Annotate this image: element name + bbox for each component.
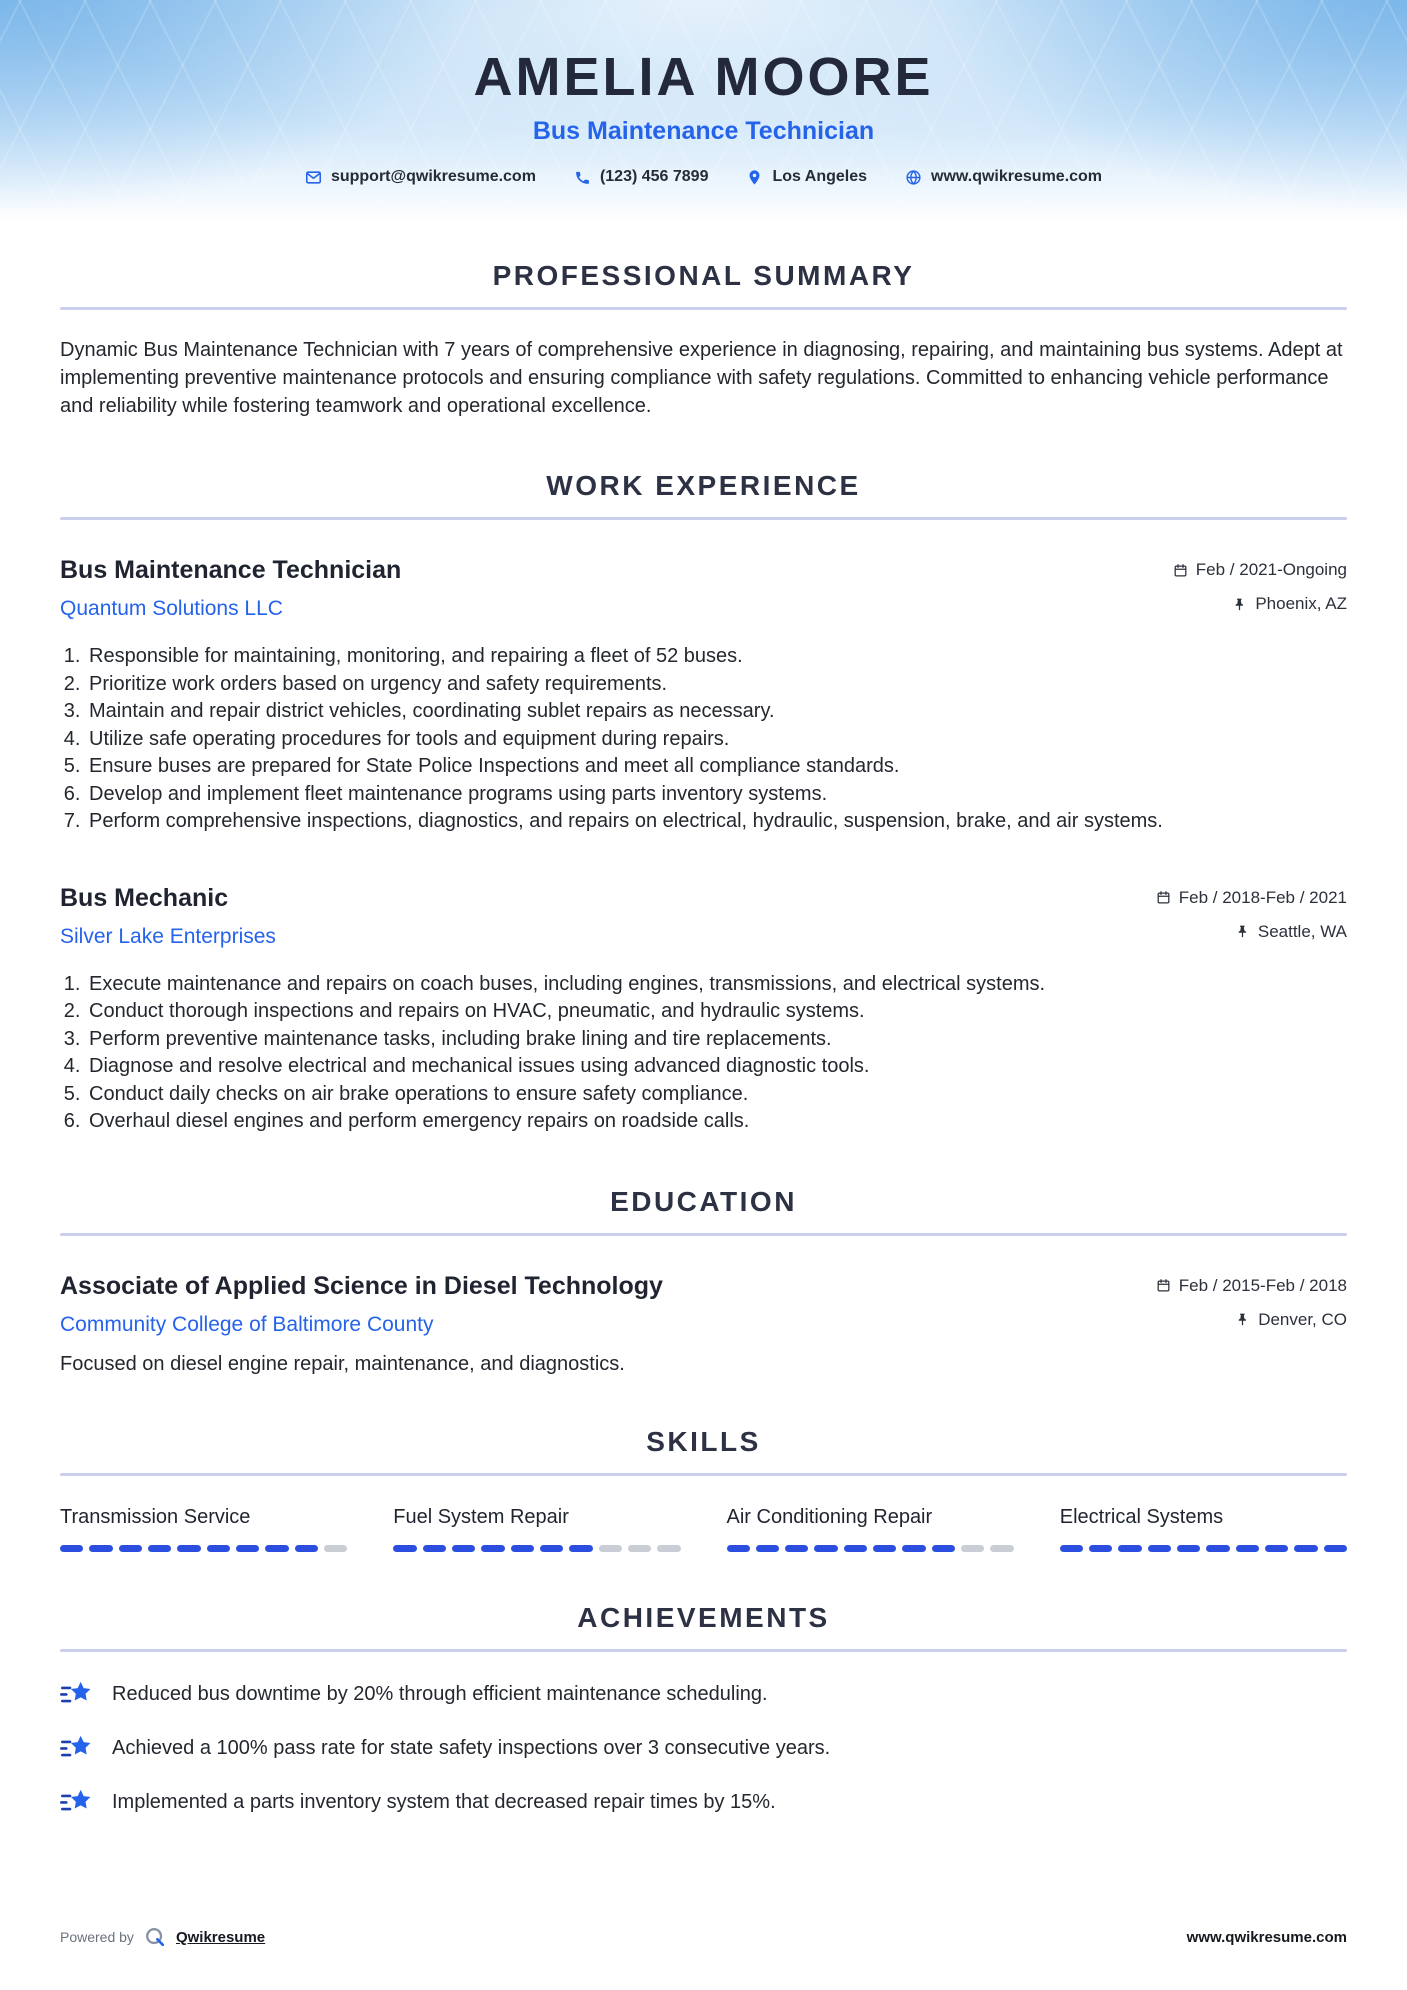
skill-dash-filled — [1118, 1545, 1141, 1552]
education-dates — [1156, 1276, 1347, 1296]
section-work-experience — [60, 470, 1347, 1136]
section-skills — [60, 1426, 1347, 1552]
candidate-title: Bus Maintenance Technician — [532, 117, 875, 145]
job-duty: 1. Responsible for maintaining, monitoring, and repairing a fleet of 52 buses. — [86, 643, 1347, 671]
job-head-left — [60, 884, 276, 949]
powered-by-label: Powered by — [60, 1929, 134, 1945]
degree-title: Associate of Applied Science in Diesel Technology — [60, 1271, 663, 1300]
job-duty: 5. Ensure buses are prepared for State Police Inspections and meet all compliance standards. — [86, 753, 1347, 781]
contact-website-text: www.qwikresume.com — [931, 168, 1103, 185]
job-duty: 6. Overhaul diesel engines and perform emergency repairs on roadside calls. — [86, 1108, 1347, 1136]
skill-dash-filled — [511, 1545, 534, 1552]
job-title: Bus Maintenance Technician — [60, 556, 402, 584]
skill-name: Fuel System Repair — [393, 1505, 569, 1528]
footer-brand-group — [60, 1926, 265, 1948]
job-duty: 2. Prioritize work orders based on urgency and safety requirements. — [86, 671, 1347, 699]
work-heading: WORK EXPERIENCE — [546, 470, 861, 501]
star-badge-icon — [60, 1680, 92, 1710]
globe-icon — [905, 169, 922, 186]
skill-item — [60, 1506, 347, 1552]
company-name: Silver Lake Enterprises — [60, 924, 276, 948]
skill-dash-empty — [324, 1545, 347, 1552]
skill-name: Electrical Systems — [1059, 1505, 1224, 1528]
job-duty: 3. Perform preventive maintenance tasks, including brake lining and tire replacements. — [86, 1026, 1347, 1054]
pushpin-icon — [1235, 1312, 1250, 1327]
page-footer — [60, 1926, 1347, 1948]
skill-dash-filled — [1177, 1545, 1200, 1552]
skill-dash-filled — [873, 1545, 896, 1552]
phone-icon — [574, 169, 591, 186]
skill-dash-filled — [540, 1545, 563, 1552]
skill-dash-filled — [295, 1545, 318, 1552]
skill-dash-filled — [1324, 1545, 1347, 1552]
job-meta — [1173, 556, 1347, 614]
skill-dash-filled — [569, 1545, 592, 1552]
skill-level-bar — [60, 1545, 347, 1552]
job-duties-list — [60, 971, 1347, 1136]
education-location-text: Denver, CO — [1258, 1309, 1347, 1329]
skill-dash-filled — [1236, 1545, 1259, 1552]
skill-item — [393, 1506, 680, 1552]
contact-row — [0, 168, 1407, 186]
job-duty: 3. Maintain and repair district vehicles, coordinating sublet repairs as necessary. — [86, 698, 1347, 726]
skill-dash-empty — [599, 1545, 622, 1552]
skill-dash-filled — [89, 1545, 112, 1552]
job-duty: 2. Conduct thorough inspections and repairs on HVAC, pneumatic, and hydraulic systems. — [86, 998, 1347, 1026]
skill-dash-filled — [1265, 1545, 1288, 1552]
skill-dash-filled — [452, 1545, 475, 1552]
achievement-text: Implemented a parts inventory system that decreased repair times by 15%. — [112, 1791, 776, 1813]
achievement-item — [60, 1680, 1347, 1710]
job-duties-list — [60, 643, 1347, 836]
achievement-text: Reduced bus downtime by 20% through efficient maintenance scheduling. — [112, 1683, 768, 1705]
contact-location-text: Los Angeles — [772, 168, 868, 185]
education-head-left — [60, 1272, 663, 1337]
skill-dash-empty — [628, 1545, 651, 1552]
company-name: Quantum Solutions LLC — [60, 597, 283, 620]
section-divider — [60, 1233, 1347, 1236]
section-professional-summary — [60, 260, 1347, 420]
achievement-item — [60, 1734, 1347, 1764]
skill-level-bar — [1060, 1545, 1347, 1552]
map-pin-icon — [746, 169, 763, 186]
job-location — [1235, 922, 1347, 942]
skill-dash-empty — [657, 1545, 680, 1552]
achievement-item — [60, 1788, 1347, 1818]
skill-dash-filled — [1060, 1545, 1083, 1552]
education-heading: EDUCATION — [610, 1185, 797, 1217]
skill-dash-filled — [727, 1545, 750, 1552]
pushpin-icon — [1232, 597, 1247, 612]
skill-item — [727, 1506, 1014, 1552]
skill-dash-filled — [423, 1545, 446, 1552]
skill-name: Transmission Service — [60, 1505, 251, 1528]
q-logo-icon — [144, 1926, 166, 1948]
skill-dash-filled — [1206, 1545, 1229, 1552]
job-location — [1232, 594, 1347, 614]
job-location-text: Phoenix, AZ — [1255, 594, 1347, 613]
skill-dash-filled — [902, 1545, 925, 1552]
education-entry — [60, 1272, 1347, 1376]
skill-dash-filled — [236, 1545, 259, 1552]
footer-website-link[interactable]: www.qwikresume.com — [1186, 1928, 1347, 1946]
section-education — [60, 1186, 1347, 1376]
skills-grid — [60, 1506, 1347, 1552]
education-meta — [1156, 1272, 1347, 1330]
job-duty: 4. Diagnose and resolve electrical and mechanical issues using advanced diagnostic tools. — [86, 1053, 1347, 1081]
section-divider — [60, 1649, 1347, 1652]
skill-dash-filled — [265, 1545, 288, 1552]
education-location — [1235, 1310, 1347, 1330]
job-duty: 4. Utilize safe operating procedures for tools and equipment during repairs. — [86, 726, 1347, 754]
section-divider — [60, 1473, 1347, 1476]
star-badge-icon — [60, 1788, 92, 1818]
job-head — [60, 884, 1347, 949]
skill-dash-filled — [1148, 1545, 1171, 1552]
job-location-text: Seattle, WA — [1257, 921, 1347, 941]
job-entry-1 — [60, 556, 1347, 836]
summary-heading: PROFESSIONAL SUMMARY — [492, 260, 915, 291]
calendar-icon — [1156, 890, 1171, 905]
job-dates — [1173, 560, 1347, 580]
job-dates-text: Feb / 2018-Feb / 2021 — [1178, 887, 1347, 907]
job-duty: 1. Execute maintenance and repairs on coach buses, including engines, transmissions, and electrical systems. — [86, 971, 1347, 999]
skill-dash-filled — [814, 1545, 837, 1552]
skill-dash-filled — [207, 1545, 230, 1552]
contact-email-text: support@qwikresume.com — [330, 168, 536, 185]
skill-dash-filled — [932, 1545, 955, 1552]
skill-dash-filled — [148, 1545, 171, 1552]
skill-dash-empty — [961, 1545, 984, 1552]
education-dates-text: Feb / 2015-Feb / 2018 — [1178, 1275, 1347, 1295]
envelope-icon — [305, 169, 322, 186]
contact-location[interactable] — [746, 168, 867, 186]
skill-dash-filled — [481, 1545, 504, 1552]
resume-header — [0, 0, 1407, 220]
skill-dash-empty — [990, 1545, 1013, 1552]
skill-dash-filled — [177, 1545, 200, 1552]
job-dates-text: Feb / 2021-Ongoing — [1195, 560, 1347, 579]
skill-level-bar — [393, 1545, 680, 1552]
education-description: Focused on diesel engine repair, maintenance, and diagnostics. — [60, 1352, 625, 1375]
pushpin-icon — [1235, 924, 1250, 939]
skill-dash-filled — [785, 1545, 808, 1552]
job-head — [60, 556, 1347, 621]
job-head-left — [60, 556, 401, 621]
skill-dash-filled — [60, 1545, 83, 1552]
contact-phone[interactable] — [574, 168, 709, 186]
skill-dash-filled — [844, 1545, 867, 1552]
section-divider — [60, 517, 1347, 520]
resume-body — [0, 260, 1407, 1818]
skills-heading: SKILLS — [646, 1425, 761, 1457]
qwikresume-link[interactable]: Qwikresume — [175, 1928, 266, 1946]
job-duty: 5. Conduct daily checks on air brake operations to ensure safety compliance. — [86, 1081, 1347, 1109]
skill-name: Air Conditioning Repair — [726, 1505, 933, 1528]
contact-email[interactable] — [305, 168, 536, 186]
job-title: Bus Mechanic — [60, 883, 229, 912]
calendar-icon — [1156, 1278, 1171, 1293]
candidate-name: AMELIA MOORE — [473, 47, 934, 107]
skill-dash-filled — [1089, 1545, 1112, 1552]
section-divider — [60, 307, 1347, 310]
achievements-list — [60, 1680, 1347, 1818]
skill-level-bar — [727, 1545, 1014, 1552]
achievement-text: Achieved a 100% pass rate for state safety inspections over 3 consecutive years. — [112, 1737, 831, 1759]
skill-item — [1060, 1506, 1347, 1552]
achievements-heading: ACHIEVEMENTS — [577, 1601, 830, 1633]
summary-text: Dynamic Bus Maintenance Technician with 7 years of comprehensive experience in diagnosing, repairing, and maintaining bus systems. Adept at implementing preventive maintenance protocols and ensuring compliance with safety regulations. Committed to enhancing vehicle performance and reliability while fostering teamwork and operational excellence. — [60, 339, 1343, 417]
education-head — [60, 1272, 1347, 1337]
skill-dash-filled — [119, 1545, 142, 1552]
calendar-icon — [1173, 563, 1188, 578]
section-achievements — [60, 1602, 1347, 1818]
job-duty: 7. Perform comprehensive inspections, diagnostics, and repairs on electrical, hydraulic, suspension, brake, and air systems. — [86, 808, 1347, 836]
job-entry-2 — [60, 884, 1347, 1136]
skill-dash-filled — [1294, 1545, 1317, 1552]
contact-website[interactable] — [905, 168, 1102, 186]
job-duty: 6. Develop and implement fleet maintenance programs using parts inventory systems. — [86, 781, 1347, 809]
job-meta — [1156, 884, 1347, 942]
star-badge-icon — [60, 1734, 92, 1764]
school-name: Community College of Baltimore County — [60, 1312, 434, 1336]
contact-phone-text: (123) 456 7899 — [599, 168, 709, 185]
job-dates — [1156, 888, 1347, 908]
skill-dash-filled — [756, 1545, 779, 1552]
skill-dash-filled — [393, 1545, 416, 1552]
